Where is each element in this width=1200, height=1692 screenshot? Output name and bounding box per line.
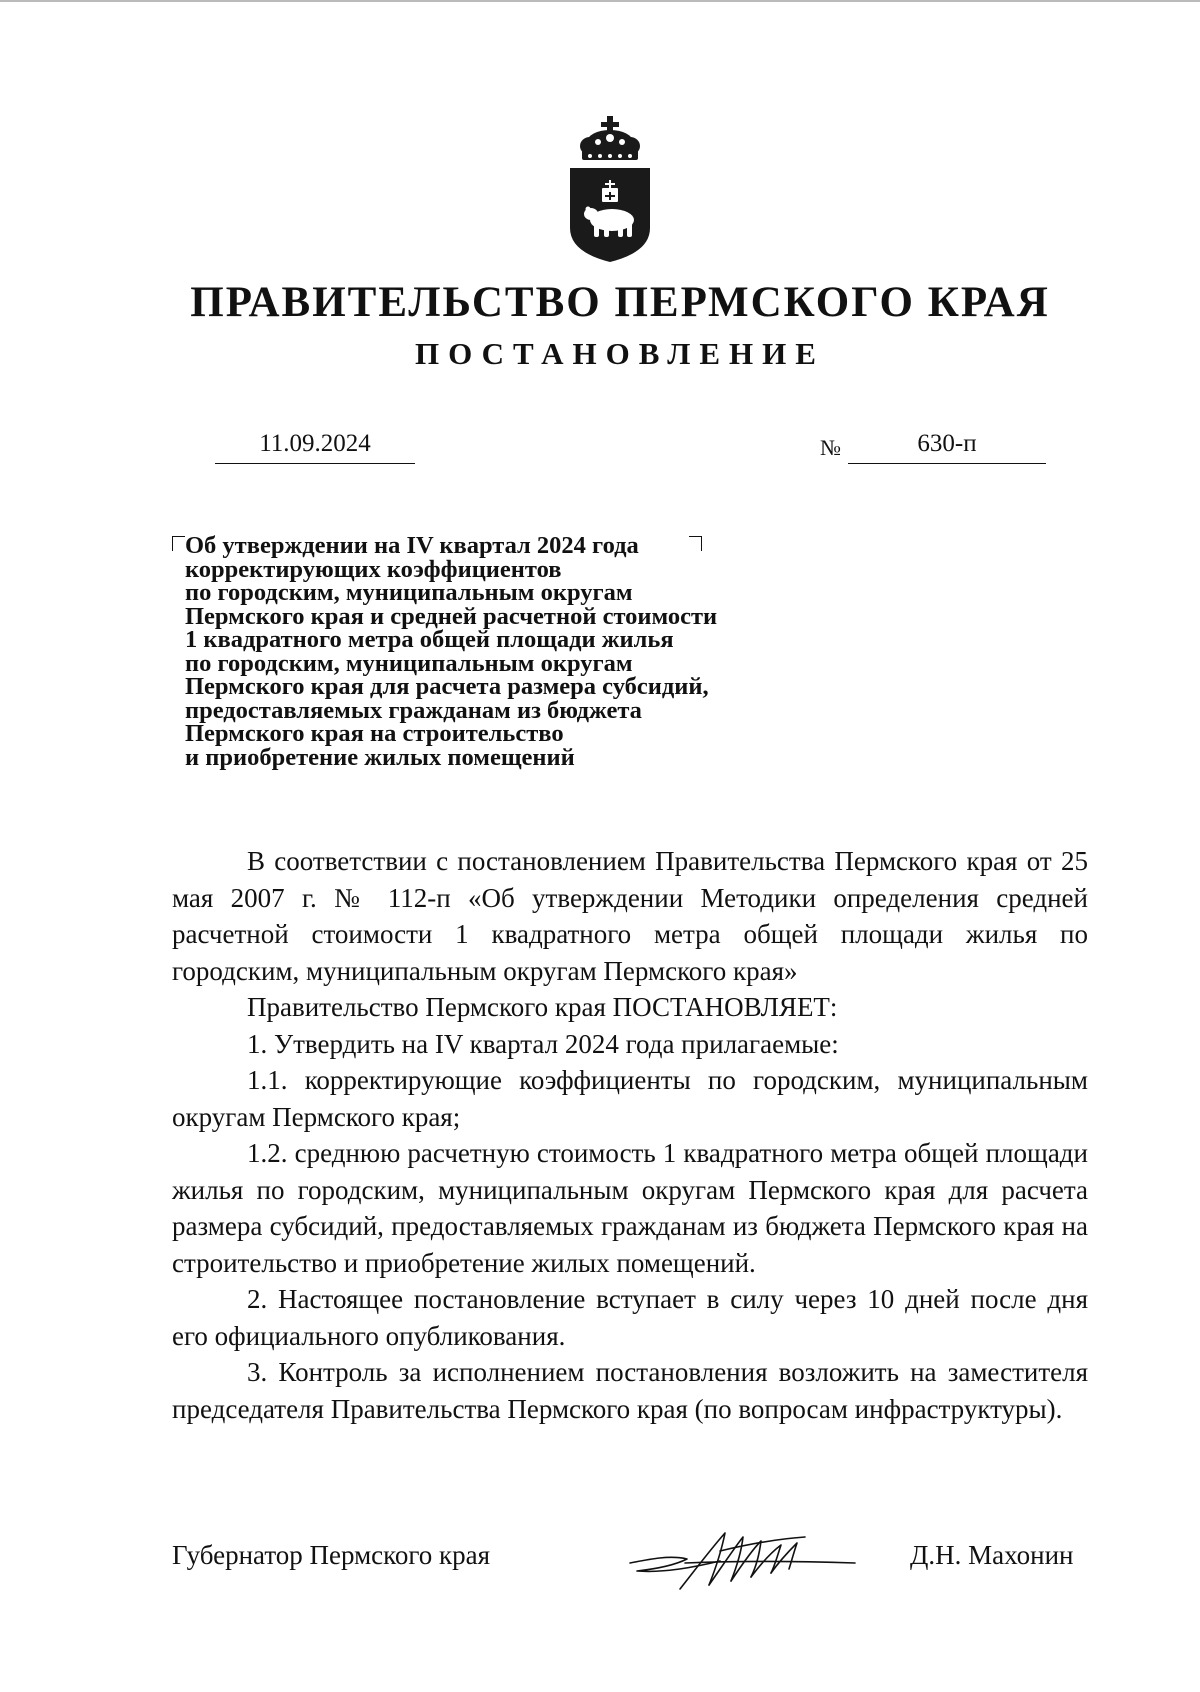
coat-of-arms-icon [560, 110, 660, 265]
signer-position: Губернатор Пермского края [172, 1540, 491, 1570]
heading-line: Пермского края и средней расчетной стоимости [185, 602, 718, 630]
organization-title: ПРАВИТЕЛЬСТВО ПЕРМСКОГО КРАЯ [190, 279, 1050, 326]
signer-name: Д.Н. Махонин [910, 1540, 1074, 1570]
item-1-2: 1.2. среднюю расчетную стоимость 1 квадратного метра общей площади жилья по городским, муниципальным округам Пермского края для расчета размера субсидий, предоставляемых гражданам из бюджета Пермского края на строительство и приобретение жилых помещений. [172, 1138, 1088, 1278]
document-number: 630-п [848, 425, 1046, 464]
heading-line: 1 квадратного метра общей площади жилья [185, 626, 674, 653]
number-label: № [820, 435, 841, 460]
scan-edge [0, 0, 1200, 2]
title-bracket-left [172, 536, 185, 551]
document-heading [185, 534, 865, 769]
heading-line: Об утверждении на IV квартал 2024 года [185, 532, 639, 559]
document-type: ПОСТАНОВЛЕНИЕ [415, 336, 825, 371]
item-2: 2. Настоящее постановление вступает в силу через 10 дней после дня его официального опубликования. [172, 1284, 1088, 1351]
resolution-statement: Правительство Пермского края ПОСТАНОВЛЯЕТ: [247, 992, 838, 1022]
heading-line: по городским, муниципальным округам [185, 579, 633, 606]
heading-line: предоставляемых гражданам из бюджета [185, 696, 642, 724]
heading-line: по городским, муниципальным округам [185, 649, 633, 677]
item-1-1: 1.1. корректирующие коэффициенты по городским, муниципальным округам Пермского края; [172, 1065, 1088, 1132]
heading-line: Пермского края на строительство [185, 720, 564, 747]
document-date: 11.09.2024 [215, 425, 415, 464]
heading-line: корректирующих коэффициентов [185, 555, 562, 583]
item-1: 1. Утвердить на IV квартал 2024 года прилагаемые: [247, 1028, 839, 1059]
item-3: 3. Контроль за исполнением постановления возложить на заместителя председателя Правительства Пермского края (по вопросам инфраструктуры). [172, 1357, 1088, 1424]
preamble-paragraph: В соответствии с постановлением Правительства Пермского края от 25 мая 2007 г. № 112-п «Об утверждении Методики определения средней расчетной стоимости 1 квадратного метра общей площади жилья по городским, муниципальным округам Пермского края» [172, 846, 1088, 986]
document-body [172, 843, 1088, 1427]
heading-line: и приобретение жилых помещений [185, 743, 575, 771]
signature-block [0, 1535, 1200, 1595]
handwritten-signature [625, 1515, 860, 1600]
heading-line: Пермского края для расчета размера субсидий, [185, 673, 709, 700]
crown-icon [580, 116, 640, 160]
